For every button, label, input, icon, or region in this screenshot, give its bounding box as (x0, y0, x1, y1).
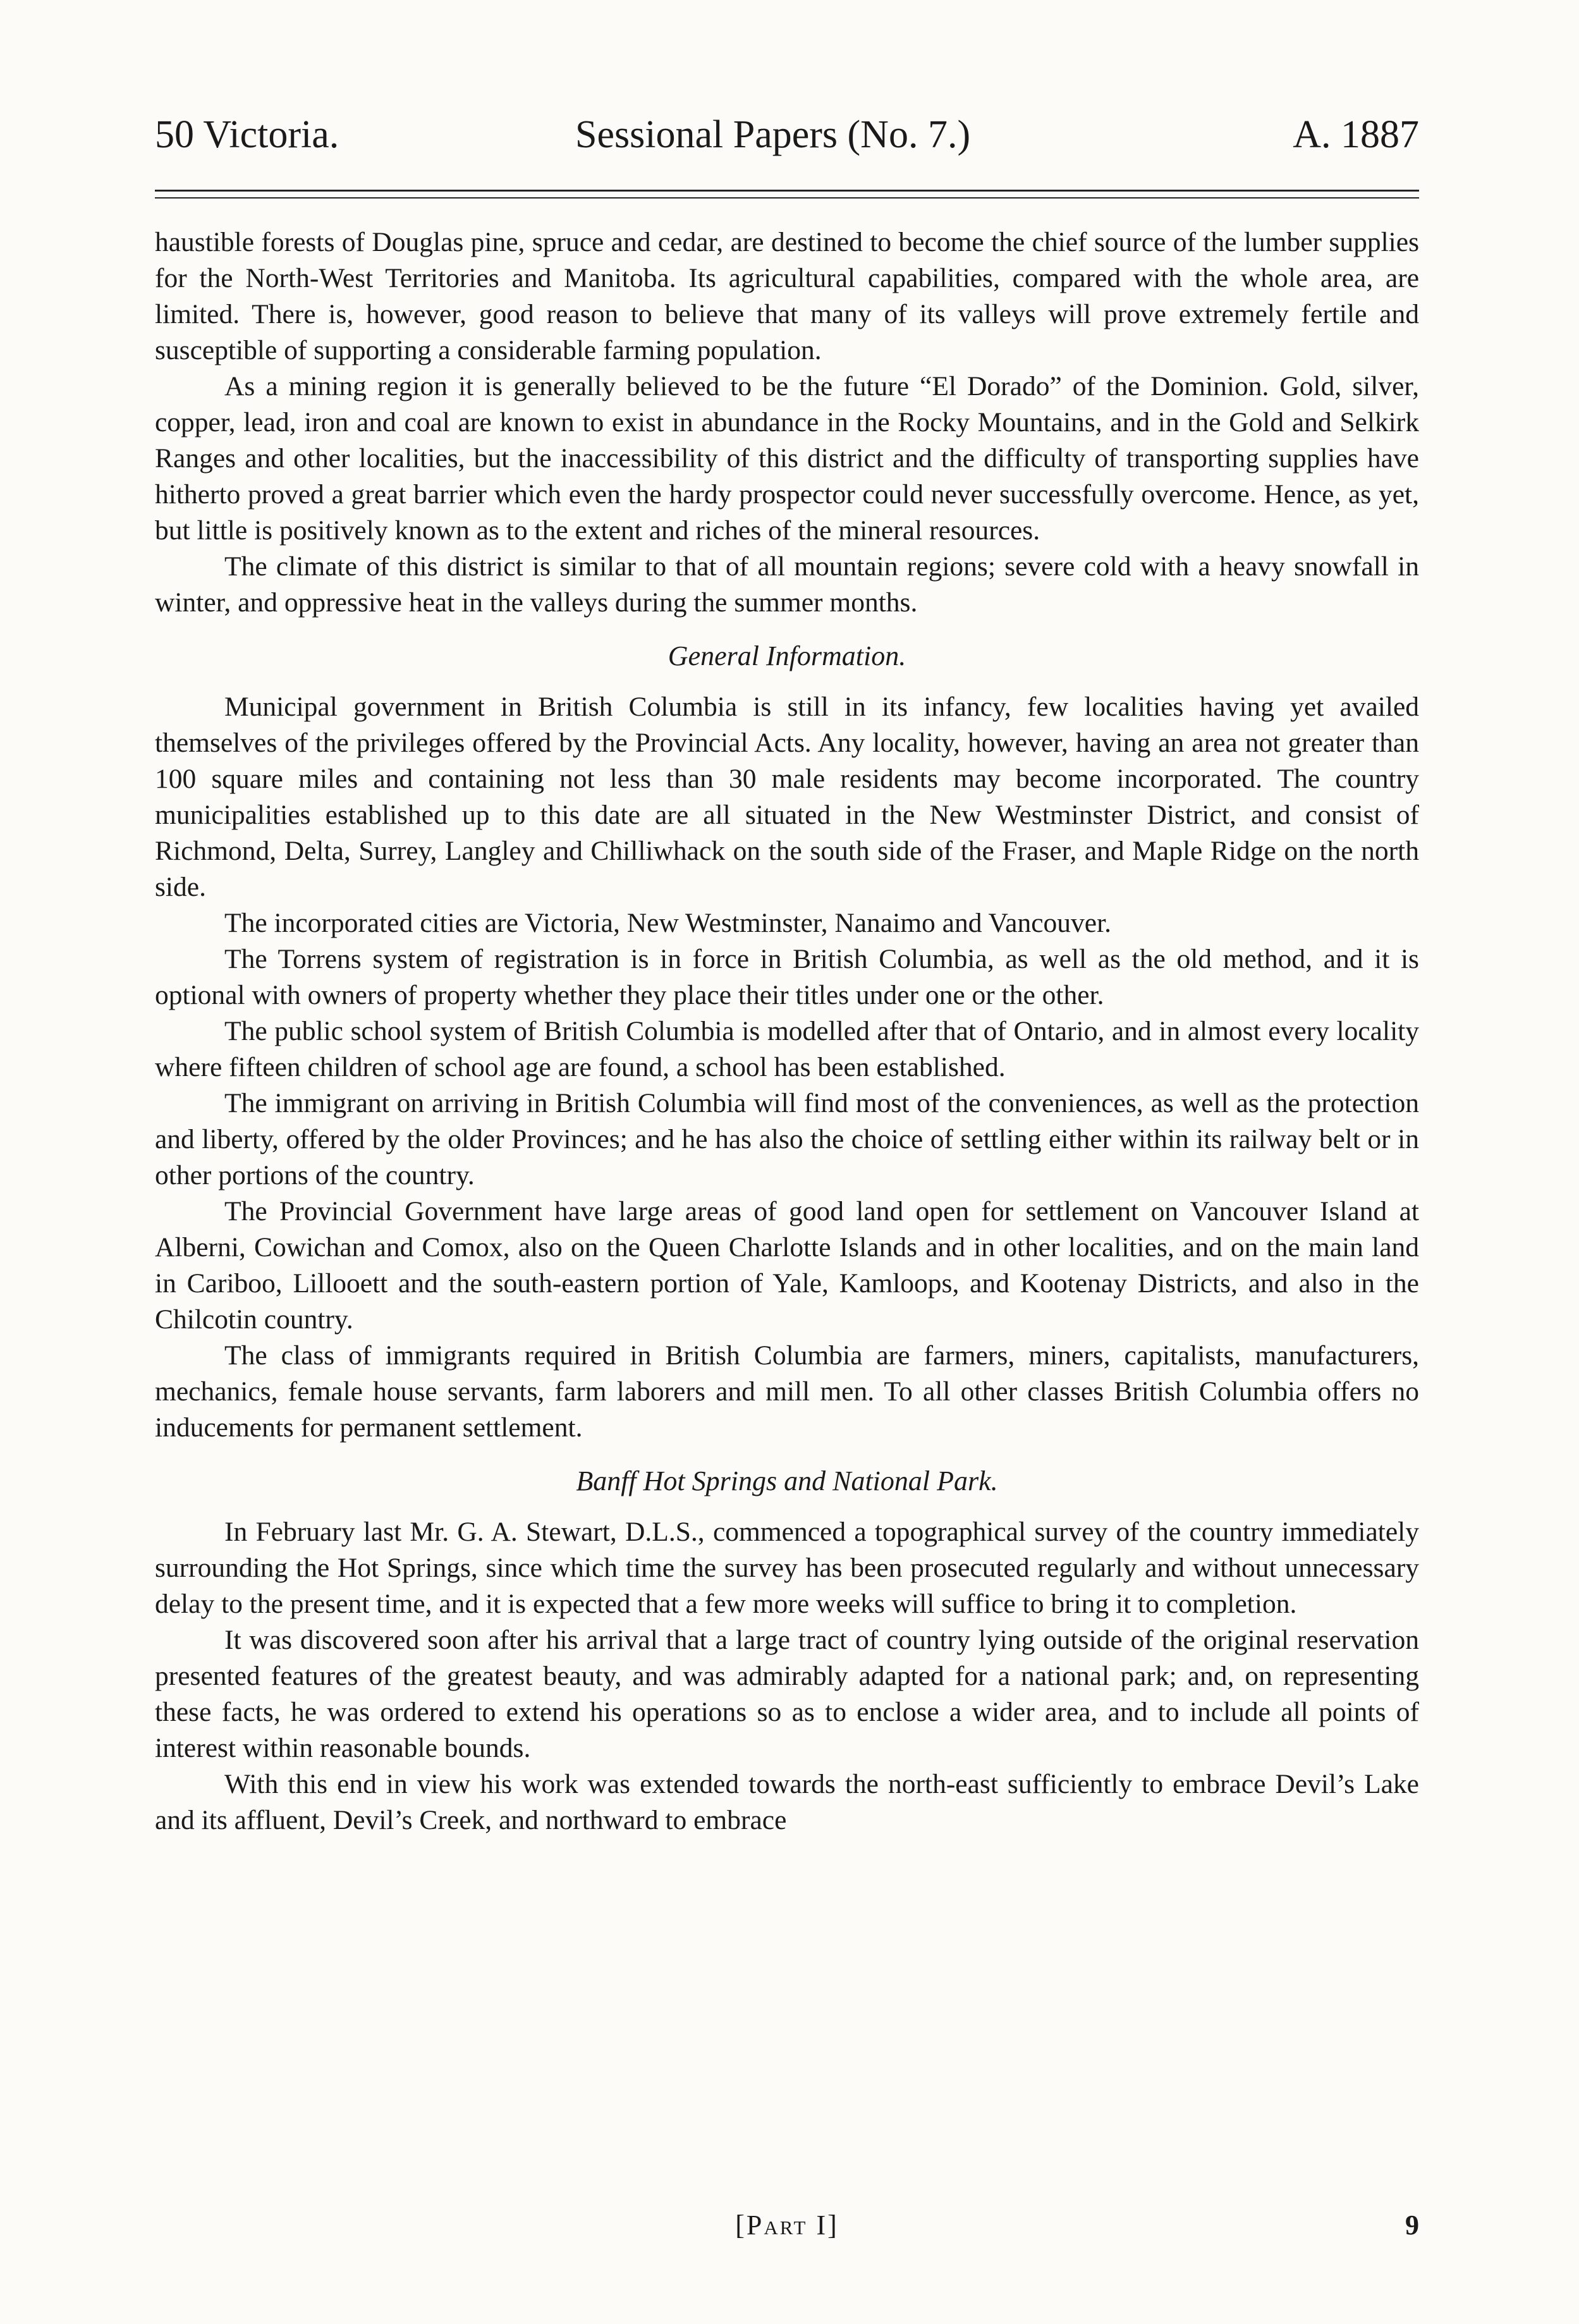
paragraph-forests: haustible forests of Douglas pine, spruce and cedar, are destined to become the chief source of the lumber supplies for the North-West Territories and Manitoba. Its agricultural capabilities, compared with the whole area, are limited. There is, however, good reason to believe that many of its valleys will prove extremely fertile and susceptible of supporting a considerable farming population. (155, 227, 1419, 365)
paragraph-municipal-government: Municipal government in British Columbia is still in its infancy, few localities having yet availed themselves of the privileges offered by the Provincial Acts. Any locality, however, having an area not greater than 100 square miles and containing not less than 30 male residents may become incorporated. The country municipalities established up to this date are all situated in the New Westminster District, and consist of Richmond, Delta, Surrey, Langley and Chilliwhack on the south side of the Fraser, and Maple Ridge on the north side. (155, 692, 1419, 902)
paragraph-mining: As a mining region it is generally believed to be the future “El Dorado” of the Dominion. Gold, silver, copper, lead, iron and coal are known to exist in abundance in the Rocky Mountains, and in the Gold and Selkirk Ranges and other localities, but the inaccessibility of this district and the difficulty of transporting supplies have hitherto proved a great barrier which even the hardy prospector could never successfully overcome. Hence, as yet, but little is positively known as to the extent and riches of the mineral resources. (155, 371, 1419, 546)
paragraph-provincial-lands: The Provincial Government have large areas of good land open for settlement on Vancouver Island at Alberni, Cowichan and Comox, also on the Queen Charlotte Islands and in other localities, and on the main land in Cariboo, Lillooett and the south-eastern portion of Yale, Kamloops, and Kootenay Districts, and also in the Chilcotin country. (155, 1196, 1419, 1335)
page-number: 9 (1405, 2210, 1419, 2241)
header-rule-top (155, 190, 1419, 192)
section-heading-general-information: General Information. (668, 640, 906, 671)
header-rule-bottom (155, 197, 1419, 199)
section-heading-banff: Banff Hot Springs and National Park. (576, 1465, 998, 1496)
paragraph-banff-survey: In February last Mr. G. A. Stewart, D.L.S., commenced a topographical survey of the country immediately surrounding the Hot Springs, since which time the survey has been prosecuted regularly and without unnecessary delay to the present time, and it is expected that a few more weeks will suffice to bring it to completion. (155, 1517, 1419, 1619)
paragraph-climate: The climate of this district is similar to that of all mountain regions; severe cold with a heavy snowfall in winter, and oppressive heat in the valleys during the summer months. (155, 551, 1419, 618)
paragraph-banff-extension: With this end in view his work was extended towards the north-east sufficiently to embrace Devil’s Lake and its affluent, Devil’s Creek, and northward to embrace (155, 1769, 1419, 1835)
paragraph-public-schools: The public school system of British Columbia is modelled after that of Ontario, and in almost every locality where fifteen children of school age are found, a school has been established. (155, 1016, 1419, 1082)
page-header (155, 106, 1419, 163)
paragraph-immigrant-conveniences: The immigrant on arriving in British Columbia will find most of the conveniences, as well as the protection and liberty, offered by the older Provinces; and he has also the choice of settling either within its railway belt or in other portions of the country. (155, 1088, 1419, 1190)
paragraph-banff-national-park: It was discovered soon after his arrival that a large tract of country lying outside of the original reservation presented features of the greatest beauty, and was admirably adapted for a national park; and, on representing these facts, he was ordered to extend his operations so as to enclose a wider area, and to include all points of interest within reasonable bounds. (155, 1625, 1419, 1763)
page-footer (155, 2206, 1419, 2244)
paragraph-immigrant-classes: The class of immigrants required in British Columbia are farmers, miners, capitalists, manufacturers, mechanics, female house servants, farm laborers and mill men. To all other classes British Columbia offers no inducements for permanent settlement. (155, 1340, 1419, 1443)
footer-part-label: [Part I] (735, 2210, 839, 2241)
header-volume: 50 Victoria. (155, 113, 339, 156)
header-year: A. 1887 (1293, 113, 1419, 156)
page-body (155, 224, 1419, 1838)
paragraph-incorporated-cities: The incorporated cities are Victoria, New Westminster, Nanaimo and Vancouver. (224, 908, 1112, 938)
paragraph-torrens-system: The Torrens system of registration is in force in British Columbia, as well as the old method, and it is optional with owners of property whether they place their titles under one or the other. (155, 944, 1419, 1010)
header-title: Sessional Papers (No. 7.) (575, 113, 971, 156)
